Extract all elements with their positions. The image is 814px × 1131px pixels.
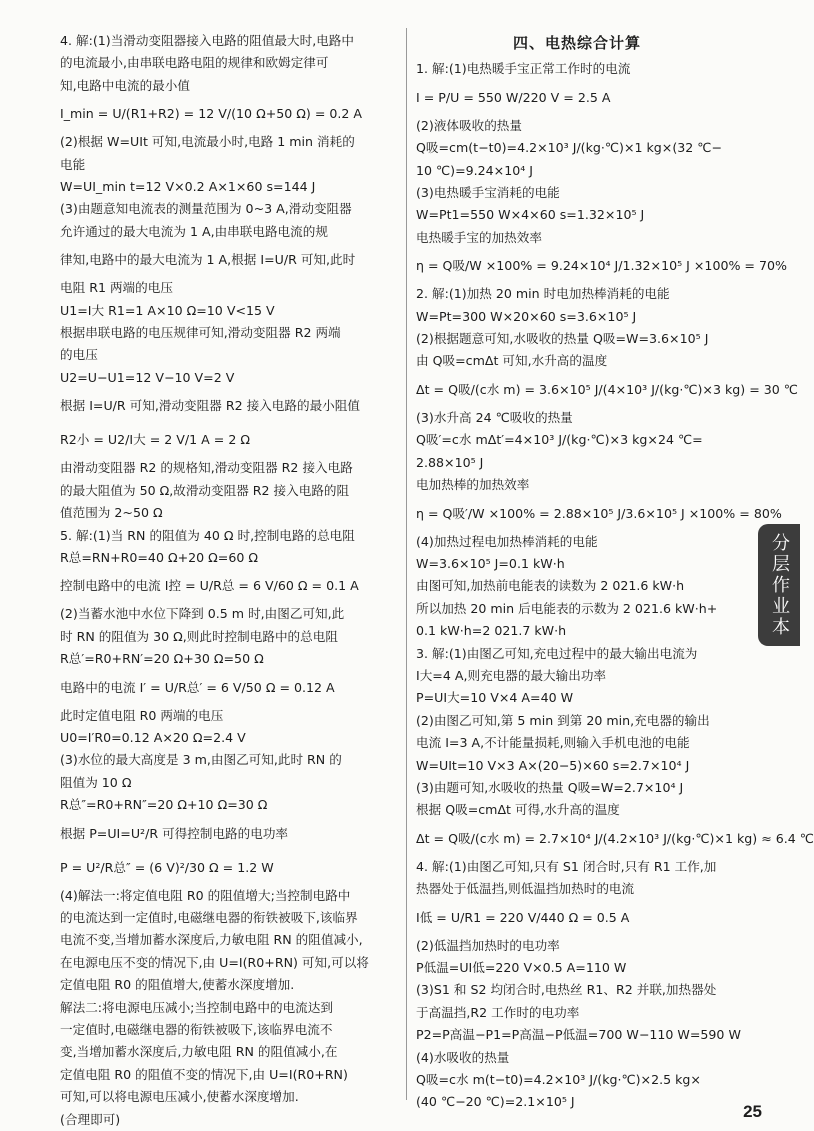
text-line: (4)水吸收的热量 [416,1049,510,1065]
text-line: P低温=UI低=220 V×0.5 A=110 W [416,960,627,975]
text-line: 控制电路中的电流 I控 = U/R总 = 6 V/60 Ω = 0.1 A [60,578,359,594]
text-line: (2)根据题意可知,水吸收的热量 Q吸=W=3.6×10⁵ J [416,331,709,347]
text-line: η = Q吸′/W ×100% = 2.88×10⁵ J/3.6×10⁵ J ×100% = 80% [416,505,782,521]
text-line: Q吸=cm(t−t0)=4.2×10³ J/(kg·℃)×1 kg×(32 ℃− [416,140,722,156]
page-number: 25 [743,1102,762,1121]
text-line: W=3.6×10⁵ J=0.1 kW·h [416,555,565,571]
text-line: (3)由题可知,水吸收的热量 Q吸=W=2.7×10⁴ J [416,779,684,795]
text-line: 由滑动变阻器 R2 的规格知,滑动变阻器 R2 接入电路 [60,460,353,476]
text-line: R2小 = U2/I大 = 2 V/1 A = 2 Ω [60,432,250,448]
text-line: 2.88×10⁵ J [416,454,484,470]
text-line: I = P/U = 550 W/220 V = 2.5 A [416,89,611,105]
text-line: 可知,可以将电源电压减小,使蓄水深度增加. [60,1089,299,1105]
text-line: (40 ℃−20 ℃)=2.1×10⁵ J [416,1094,575,1110]
side-tab-label: 分层作业本 [769,532,790,638]
text-line: I_min = U/(R1+R2) = 12 V/(10 Ω+50 Ω) = 0.2 A [60,106,363,122]
side-tab [758,524,800,646]
text-line: 的最大阻值为 50 Ω,故滑动变阻器 R2 接入电路的阻 [60,482,350,498]
text-line: 电路中的电流 I′ = U/R总′ = 6 V/50 Ω = 0.12 A [60,679,335,695]
text-line: (2)由图乙可知,第 5 min 到第 20 min,充电器的输出 [416,712,710,728]
text-line: P2=P高温−P1=P高温−P低温=700 W−110 W=590 W [416,1027,741,1043]
section-title: 四、电热综合计算 [512,34,641,52]
text-line: (4)解法一:将定值电阻 R0 的阻值增大;当控制电路中 [60,887,351,903]
text-line: 电流 I=3 A,不计能量损耗,则输入手机电池的电能 [416,735,690,751]
text-line: 4. 解:(1)当滑动变阻器接入电路的阻值最大时,电路中 [60,33,354,48]
text-line: 的电压 [60,347,98,363]
text-line: 定值电阻 R0 的阻值不变的情况下,由 U=I(R0+RN) [60,1066,348,1082]
text-line: P = U²/R总″ = (6 V)²/30 Ω = 1.2 W [60,859,274,875]
text-line: R总″=R0+RN″=20 Ω+10 Ω=30 Ω [60,797,268,813]
text-line: 1. 解:(1)电热暖手宝正常工作时的电流 [416,61,631,77]
text-line: 10 ℃)=9.24×10⁴ J [416,162,534,178]
text-line: U1=I大 R1=1 A×10 Ω=10 V<15 V [60,302,275,318]
text-line: 知,电路中电流的最小值 [60,77,190,93]
text-line: η = Q吸/W ×100% = 9.24×10⁴ J/1.32×10⁵ J ×100% = 70% [416,258,787,274]
text-line: 电加热棒的加热效率 [416,477,530,493]
text-line: 电热暖手宝的加热效率 [416,229,542,245]
text-line: (3)S1 和 S2 均闭合时,电热丝 R1、R2 并联,加热器处 [416,982,717,998]
text-line: 一定值时,电磁继电器的衔铁被吸下,该临界电流不 [60,1022,333,1037]
text-line: 值范围为 2~50 Ω [60,505,163,521]
text-line: 电流不变,当增加蓄水深度后,力敏电阻 RN 的阻值减小, [60,932,363,948]
text-line: 根据 Q吸=cmΔt 可得,水升高的温度 [416,802,620,818]
text-line: 此时定值电阻 R0 两端的电压 [60,707,224,723]
text-line: (2)液体吸收的热量 [416,117,522,133]
text-line: 时 RN 的阻值为 30 Ω,则此时控制电路中的总电阻 [60,628,338,644]
text-line: (合理即可) [60,1111,121,1127]
text-line: Δt = Q吸/(c水 m) = 3.6×10⁵ J/(4×10³ J/(kg·℃)×3 kg) = 30 ℃ [416,381,798,397]
text-line: 5. 解:(1)当 RN 的阻值为 40 Ω 时,控制电路的总电阻 [60,527,355,543]
text-line: R总′=R0+RN′=20 Ω+30 Ω=50 Ω [60,651,264,667]
text-line: 热器处于低温挡,则低温挡加热时的电流 [416,881,635,897]
text-line: 2. 解:(1)加热 20 min 时电加热棒消耗的电能 [416,286,670,302]
text-line: W=Pt1=550 W×4×60 s=1.32×10⁵ J [416,207,645,223]
text-line: Q吸′=c水 mΔt′=4×10³ J/(kg·℃)×3 kg×24 ℃= [416,432,703,448]
text-line: 3. 解:(1)由图乙可知,充电过程中的最大输出电流为 [416,645,698,661]
text-line: W=UIt=10 V×3 A×(20−5)×60 s=2.7×10⁴ J [416,757,690,773]
text-line: 0.1 kW·h=2 021.7 kW·h [416,623,567,639]
text-line: 阻值为 10 Ω [60,774,132,790]
text-line: 定值电阻 R0 的阻值增大,使蓄水深度增加. [60,977,295,993]
text-line: 在电源电压不变的情况下,由 U=I(R0+RN) 可知,可以将 [60,954,369,970]
text-line: 电阻 R1 两端的电压 [60,280,173,296]
text-line: 电能 [60,156,86,172]
column-divider [406,28,407,1100]
text-line: 解法二:将电源电压减小;当控制电路中的电流达到 [60,999,333,1015]
text-line: I大=4 A,则充电器的最大输出功率 [416,667,607,683]
text-line: (3)水升高 24 ℃吸收的热量 [416,409,573,425]
text-line: U2=U−U1=12 V−10 V=2 V [60,369,235,385]
text-line: 根据 P=UI=U²/R 可得控制电路的电功率 [60,825,289,841]
text-line: W=Pt=300 W×20×60 s=3.6×10⁵ J [416,308,637,324]
text-line: (3)水位的最大高度是 3 m,由图乙可知,此时 RN 的 [60,752,342,768]
text-line: (2)当蓄水池中水位下降到 0.5 m 时,由图乙可知,此 [60,606,345,622]
text-line: 所以加热 20 min 后电能表的示数为 2 021.6 kW·h+ [416,600,718,616]
text-line: 于高温挡,R2 工作时的电功率 [416,1004,580,1020]
text-line: 允许通过的最大电流为 1 A,由串联电路电流的规 [60,223,328,239]
text-line: W=UI_min t=12 V×0.2 A×1×60 s=144 J [60,179,316,195]
text-line: 根据串联电路的电压规律可知,滑动变阻器 R2 两端 [60,325,341,341]
text-line: (2)低温挡加热时的电功率 [416,937,560,953]
text-line: (3)由题意知电流表的测量范围为 0~3 A,滑动变阻器 [60,201,352,217]
text-line: 4. 解:(1)由图乙可知,只有 S1 闭合时,只有 R1 工作,加 [416,858,717,874]
text-line: 的电流最小,由串联电路电阻的规律和欧姆定律可 [60,55,329,71]
text-line: 由图可知,加热前电能表的读数为 2 021.6 kW·h [416,578,685,594]
text-line: U0=I′R0=0.12 A×20 Ω=2.4 V [60,729,246,745]
left-column [60,30,400,1131]
text-line: (4)加热过程电加热棒消耗的电能 [416,533,598,549]
text-line: 根据 I=U/R 可知,滑动变阻器 R2 接入电路的最小阻值 [60,398,360,414]
text-line: (3)电热暖手宝消耗的电能 [416,185,560,201]
text-line: P=UI大=10 V×4 A=40 W [416,690,574,706]
text-line: 的电流达到一定值时,电磁继电器的衔铁被吸下,该临界 [60,909,358,925]
text-line: (2)根据 W=UIt 可知,电流最小时,电路 1 min 消耗的 [60,134,355,150]
text-line: Q吸=c水 m(t−t0)=4.2×10³ J/(kg·℃)×2.5 kg× [416,1072,701,1088]
text-line: I低 = U/R1 = 220 V/440 Ω = 0.5 A [416,909,630,925]
text-line: R总=RN+R0=40 Ω+20 Ω=60 Ω [60,549,258,565]
text-line: 由 Q吸=cmΔt 可知,水升高的温度 [416,353,608,369]
text-line: Δt = Q吸/(c水 m) = 2.7×10⁴ J/(4.2×10³ J/(kg·℃)×1 kg) ≈ 6.4 ℃ [416,830,814,846]
text-line: 律知,电路中的最大电流为 1 A,根据 I=U/R 可知,此时 [60,252,356,268]
text-line: 变,当增加蓄水深度后,力敏电阻 RN 的阻值减小,在 [60,1044,338,1060]
